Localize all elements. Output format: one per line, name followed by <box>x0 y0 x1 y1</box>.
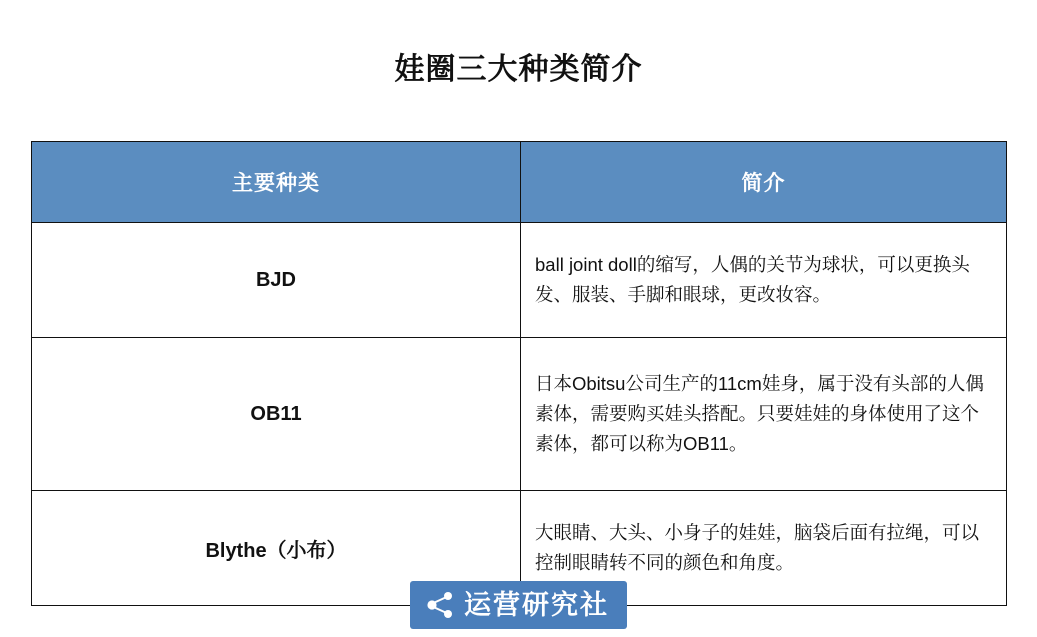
column-header-description: 简介 <box>521 142 1007 223</box>
table-header <box>32 142 1007 223</box>
table-body <box>32 223 1007 606</box>
cell-description: 日本Obitsu公司生产的11cm娃身，属于没有头部的人偶素体，需要购买娃头搭配。只要娃娃的身体使用了这个素体，都可以称为OB11。 <box>521 338 1007 491</box>
footer-logo-area <box>0 581 1037 629</box>
info-table-container <box>31 141 1006 606</box>
cell-category: BJD <box>32 223 521 338</box>
cell-description: 大眼睛、大头、小身子的娃娃，脑袋后面有拉绳，可以控制眼睛转不同的颜色和角度。 <box>521 491 1007 606</box>
cell-description: ball joint doll的缩写，人偶的关节为球状，可以更换头发、服装、手脚和眼球，更改妆容。 <box>521 223 1007 338</box>
column-header-category: 主要种类 <box>32 142 521 223</box>
cell-category: OB11 <box>32 338 521 491</box>
table-row <box>32 338 1007 491</box>
table-header-row <box>32 142 1007 223</box>
brand-logo <box>410 581 627 629</box>
page-title: 娃圈三大种类简介 <box>394 53 643 86</box>
table-row <box>32 223 1007 338</box>
cell-category: Blythe（小布） <box>32 491 521 606</box>
share-nodes-icon <box>424 589 456 621</box>
brand-name: 运营研究社 <box>464 589 609 620</box>
info-table <box>31 141 1007 606</box>
